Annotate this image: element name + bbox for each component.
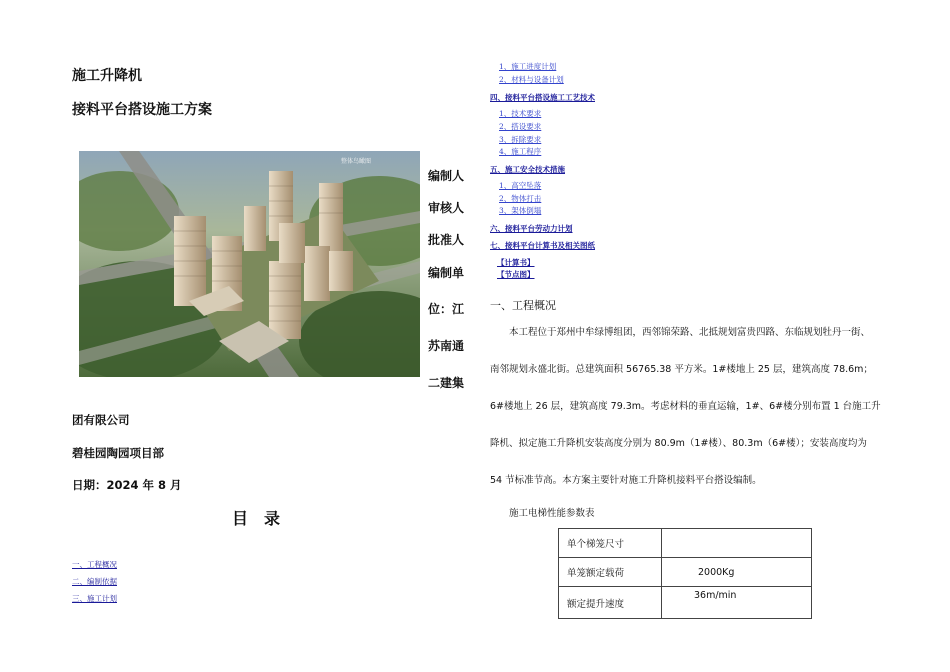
paragraph-line-5: 54 节标准节高。本方案主要针对施工升降机接料平台搭设编制。 xyxy=(490,475,762,486)
aerial-rendering-image xyxy=(79,151,420,377)
paragraph-line-3: 6#楼地上 26 层，建筑高度 79.3m。考虑材料的垂直运输，1#、6#楼分别布置 1 台施工升 xyxy=(490,401,881,412)
project-department: 碧桂园陶园项目部 xyxy=(72,446,164,460)
label-compiler: 编制人 xyxy=(428,169,465,183)
toc-link-erect-req[interactable]: 2、搭设要求 xyxy=(499,122,542,131)
paragraph-line-4: 降机、拟定施工升降机安装高度分别为 80.9m（1#楼）、80.3m（6#楼）；安装高度均为 xyxy=(490,438,867,449)
table-caption: 施工电梯性能参数表 xyxy=(509,508,595,519)
toc-link-procedure[interactable]: 4、施工程序 xyxy=(499,147,542,156)
elevator-spec-table xyxy=(558,528,812,619)
toc-link-object-strike[interactable]: 2、物体打击 xyxy=(499,194,542,203)
toc-link-dismantle-req[interactable]: 3、拆除要求 xyxy=(499,135,542,144)
company-name: 团有限公司 xyxy=(72,413,130,427)
label-compiling-unit-1: 编制单 xyxy=(428,266,465,280)
toc-link-plan[interactable]: 三、施工计划 xyxy=(72,594,117,603)
label-compiling-unit-2: 位：江 xyxy=(428,302,465,316)
table-cell-value: 2000Kg xyxy=(662,558,812,587)
label-compiling-unit-3: 苏南通 xyxy=(428,339,465,353)
table-row xyxy=(559,529,812,558)
table-row xyxy=(559,587,812,619)
document-title-line1: 施工升降机 xyxy=(72,68,142,84)
toc-link-collapse[interactable]: 3、架体倒塌 xyxy=(499,206,542,215)
toc-link-calculation[interactable]: 【计算书】 xyxy=(497,258,535,267)
document-date: 日期：2024 年 8 月 xyxy=(72,478,182,492)
table-cell-label: 额定提升速度 xyxy=(559,587,662,619)
label-approver: 批准人 xyxy=(428,233,465,247)
toc-link-section-5[interactable]: 五、施工安全技术措施 xyxy=(490,165,565,174)
table-cell-value xyxy=(662,529,812,558)
toc-link-node-drawing[interactable]: 【节点图】 xyxy=(497,270,535,279)
paragraph-line-1: 本工程位于郑州中牟绿博组团，西邻锦荣路、北抵规划富贵四路、东临规划牡丹一街、 xyxy=(509,327,871,338)
document-title-line2: 接料平台搭设施工方案 xyxy=(72,102,212,118)
toc-link-basis[interactable]: 二、编制依据 xyxy=(72,577,117,586)
table-row xyxy=(559,558,812,587)
table-cell-label: 单个梯笼尺寸 xyxy=(559,529,662,558)
toc-link-section-6[interactable]: 六、接料平台劳动力计划 xyxy=(490,224,573,233)
toc-link-overview[interactable]: 一、工程概况 xyxy=(72,560,117,569)
table-cell-label: 单笼额定载荷 xyxy=(559,558,662,587)
toc-link-tech-req[interactable]: 1、技术要求 xyxy=(499,109,542,118)
toc-link-fall[interactable]: 1、高空坠落 xyxy=(499,181,542,190)
label-compiling-unit-4: 二建集 xyxy=(428,376,465,390)
toc-link-section-7[interactable]: 七、接料平台计算书及相关图纸 xyxy=(490,241,595,250)
paragraph-line-2: 南邻规划永盛北街。总建筑面积 56765.38 平方米。1#楼地上 25 层，建筑高度 78.6m； xyxy=(490,364,873,375)
toc-link-section-4[interactable]: 四、接料平台搭设施工工艺技术 xyxy=(490,93,595,102)
toc-link-materials[interactable]: 2、材料与设备计划 xyxy=(499,75,564,84)
section-heading-overview: 一、工程概况 xyxy=(490,299,556,312)
toc-heading: 目 录 xyxy=(232,509,281,528)
table-cell-value: 36m/min xyxy=(662,587,812,619)
photo-caption: 整体鸟瞰图 xyxy=(341,158,372,165)
toc-link-schedule[interactable]: 1、施工进度计划 xyxy=(499,62,557,71)
label-reviewer: 审核人 xyxy=(428,201,465,215)
